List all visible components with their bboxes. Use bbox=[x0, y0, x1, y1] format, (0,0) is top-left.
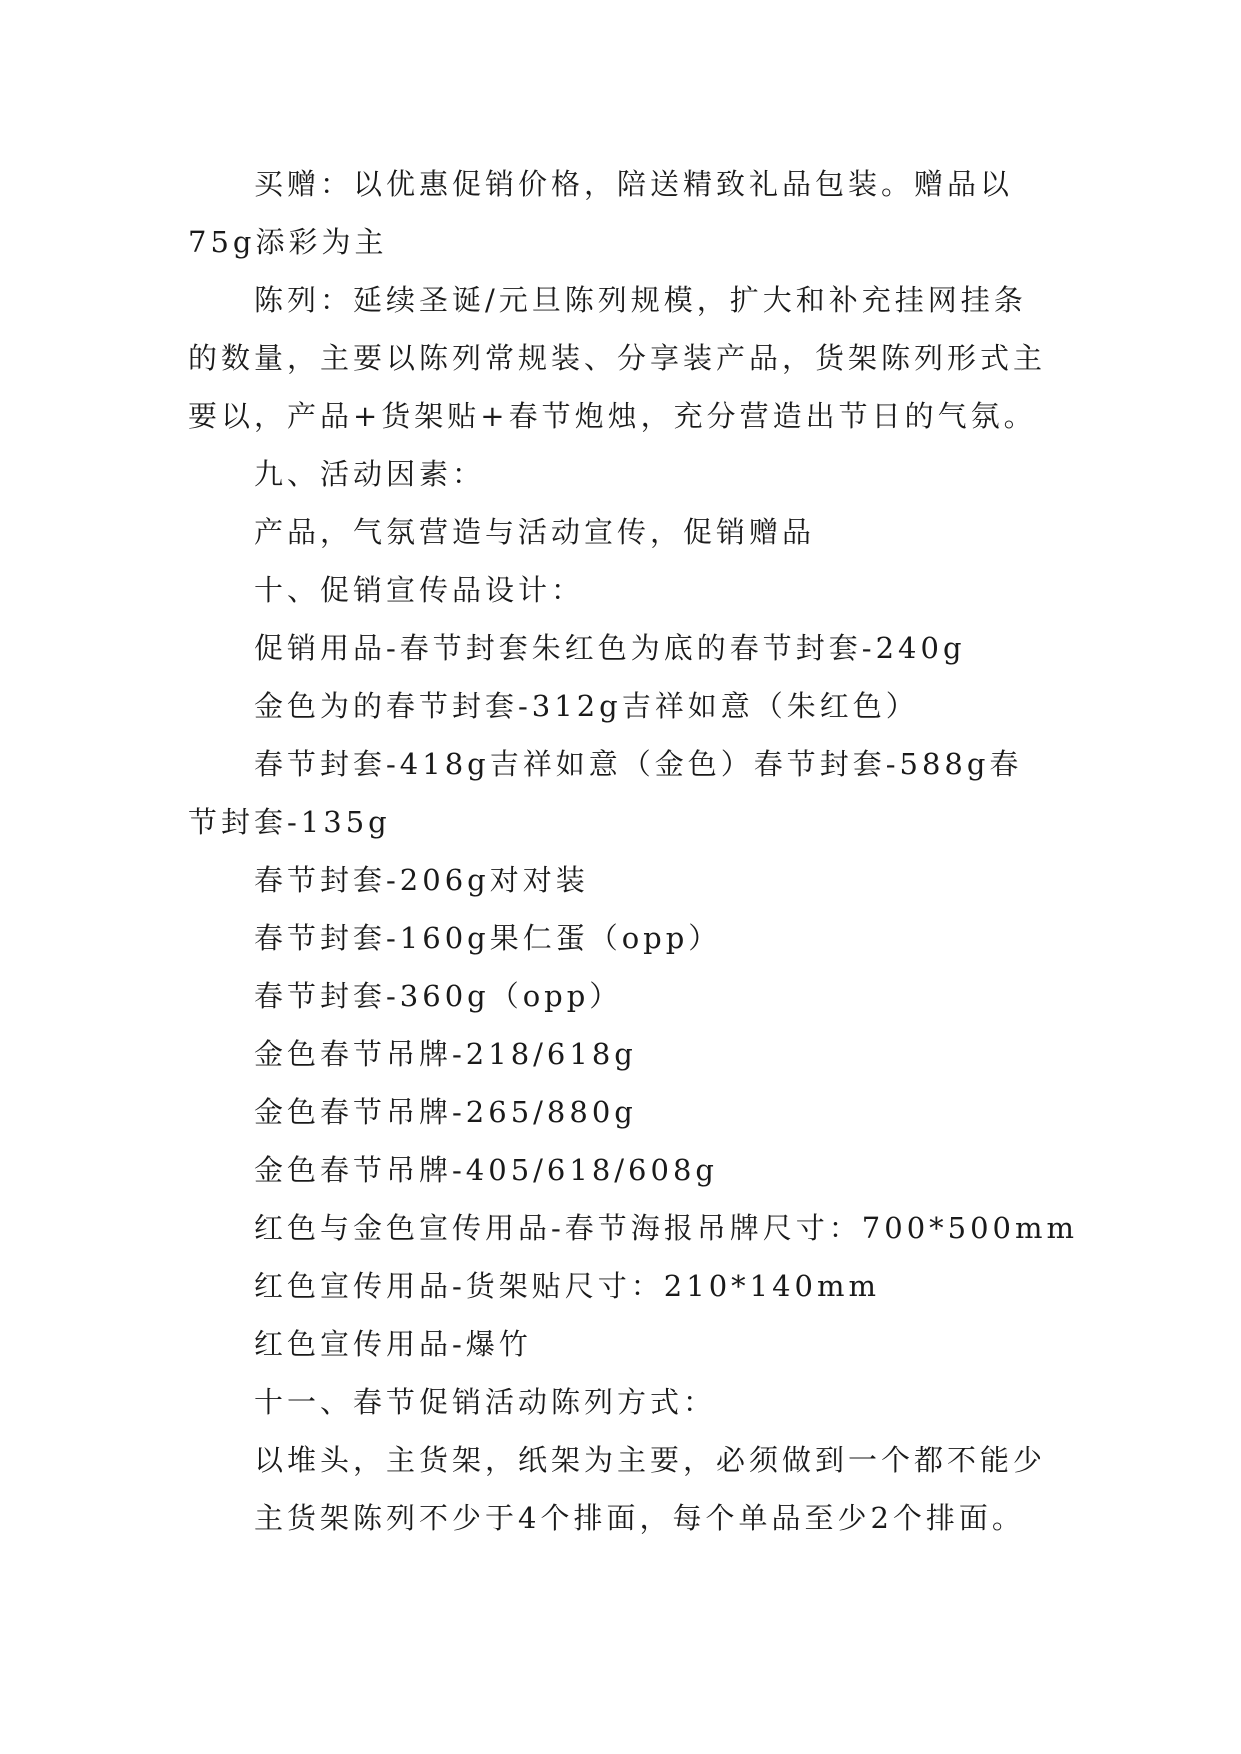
heading-display-method: 十一、春节促销活动陈列方式： bbox=[254, 1385, 717, 1419]
list-item: 金色春节吊牌-265/880g bbox=[254, 1095, 637, 1129]
paragraph-display: 陈列：延续圣诞/元旦陈列规模，扩大和补充挂网挂条的数量，主要以陈列常规装、分享装产品，货架陈列形式主要以，产品+货架贴+春节炮烛，充分营造出节日的气氛。 bbox=[188, 283, 1047, 433]
paragraph-gift: 买赠：以优惠促销价格，陪送精致礼品包装。赠品以75g添彩为主 bbox=[188, 167, 1014, 259]
heading-promo-design: 十、促销宣传品设计： bbox=[254, 573, 585, 607]
paragraph-activity-factors: 产品，气氛营造与活动宣传，促销赠品 bbox=[254, 515, 816, 549]
paragraph-shelf-requirement: 主货架陈列不少于4个排面，每个单品至少2个排面。 bbox=[254, 1501, 1025, 1535]
list-item: 促销用品-春节封套朱红色为底的春节封套-240g bbox=[254, 631, 966, 665]
list-item: 金色春节吊牌-405/618/608g bbox=[254, 1153, 718, 1187]
list-item: 春节封套-360g（opp） bbox=[254, 979, 623, 1013]
list-item: 春节封套-206g对对装 bbox=[254, 863, 589, 897]
list-item: 春节封套-160g果仁蛋（opp） bbox=[254, 921, 722, 955]
list-item: 红色与金色宣传用品-春节海报吊牌尺寸：700*500mm bbox=[254, 1211, 1079, 1245]
paragraph-display-method: 以堆头，主货架，纸架为主要，必须做到一个都不能少 bbox=[254, 1443, 1047, 1477]
list-item: 红色宣传用品-货架贴尺寸：210*140mm bbox=[254, 1269, 881, 1303]
list-item: 春节封套-418g吉祥如意（金色）春节封套-588g春节封套-135g bbox=[188, 747, 1023, 839]
heading-activity-factors: 九、活动因素： bbox=[254, 457, 486, 491]
list-item: 红色宣传用品-爆竹 bbox=[254, 1327, 532, 1361]
list-item: 金色为的春节封套-312g吉祥如意（朱红色） bbox=[254, 689, 919, 723]
document-body bbox=[188, 155, 1079, 1547]
list-item: 金色春节吊牌-218/618g bbox=[254, 1037, 637, 1071]
